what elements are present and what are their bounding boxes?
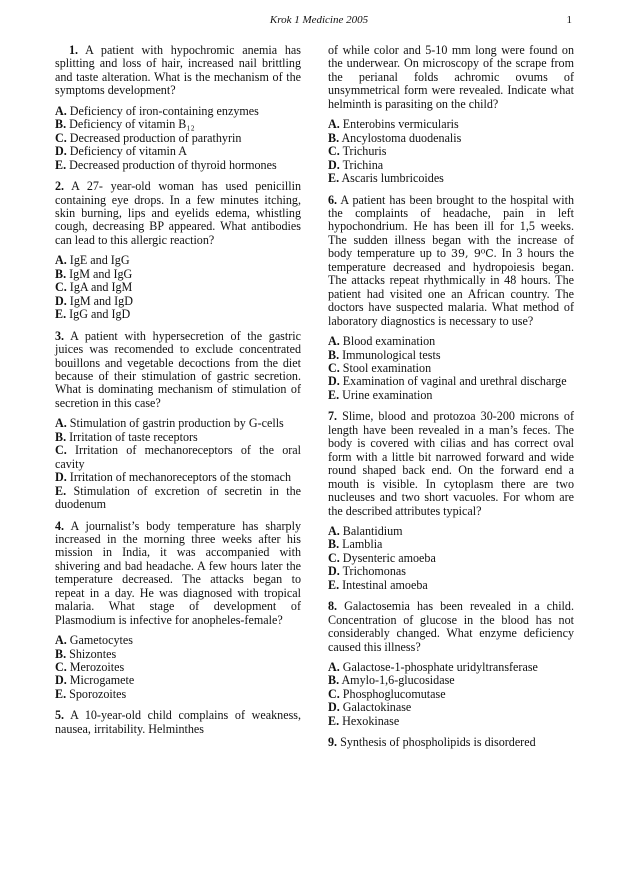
option-b: B. Shizontes xyxy=(55,646,117,661)
option-c: C. Decreased production of parathyrin xyxy=(55,130,242,145)
option-a: A. Stimulation of gastrin production by G-cells xyxy=(55,416,284,431)
question-9 xyxy=(328,736,574,749)
question-text: Galactosemia has been revealed in a child. Concentration of glucose in the blood has not considerably changed. What enzyme deficiency caused this illness? xyxy=(328,599,574,654)
question-text: of while color and 5-10 mm long were found on the underwear. On microscopy of the scrape from the perianal folds achromic ovums of unsymmetrical form were revealed. Indicate what helminth is parasiting on the child? xyxy=(328,43,574,111)
option-e: E. Decreased production of thyroid hormones xyxy=(55,157,277,172)
option-e: E. Hexokinase xyxy=(328,713,400,728)
option-c: C. Stool examination xyxy=(328,360,432,375)
question-number: 3. xyxy=(55,328,65,343)
option-b: B. Immunological tests xyxy=(328,347,441,362)
question-text: A 27- year-old woman has used penicillin containing eye drops. In a few minutes itching, skin burning, lips and eyelids edema, whistling cough, decreasing BP appeared. What antibodies can lead to this allergic reaction? xyxy=(55,179,301,247)
question-text: Slime, blood and protozoa 30-200 microns of length have been revealed in a man’s feces. The body is covered with cilias and has correct oval form with a little bit narrowed forward and wide round shaped back end. On the forward end a mouth is visible. In cytoplasm there are two nucleuses and two short vacuoles. For whom are the described attributes typical? xyxy=(328,409,574,518)
question-text: Synthesis of phospholipids is disordered xyxy=(340,735,536,750)
option-a: A. Blood examination xyxy=(328,334,436,349)
question-7 xyxy=(328,410,574,592)
option-b: B. Lamblia xyxy=(328,537,383,552)
option-e: E. Intestinal amoeba xyxy=(328,577,428,592)
question-number: 9. xyxy=(328,735,338,750)
page-header xyxy=(0,14,638,30)
question-5 xyxy=(55,709,301,736)
option-a: A. Deficiency of iron-containing enzymes xyxy=(55,103,259,118)
option-e: E. Urine examination xyxy=(328,387,433,402)
question-number: 7. xyxy=(328,409,338,424)
question-1 xyxy=(55,44,301,172)
question-text: A 10-year-old child complains of weakness, nausea, irritability. Helminthes xyxy=(55,708,302,736)
question-4 xyxy=(55,520,301,702)
option-b: B. Deficiency of vitamin B₁₂ xyxy=(55,117,195,132)
option-e: E. IgG and IgD xyxy=(55,307,131,322)
option-a: A. Balantidium xyxy=(328,523,403,538)
option-a: A. Enterobins vermicularis xyxy=(328,117,459,132)
option-b: B. Irritation of taste receptors xyxy=(55,429,198,444)
option-d: D. Irritation of mechanoreceptors of the stomach xyxy=(55,470,292,485)
page-number: 1 xyxy=(566,14,572,26)
option-d: D. Trichina xyxy=(328,157,384,172)
option-c: C. Trichuris xyxy=(328,144,387,159)
option-c: C. Merozoites xyxy=(55,660,125,675)
question-6 xyxy=(328,194,574,403)
option-e: E. Stimulation of excretion of secretin in the duodenum xyxy=(55,483,301,512)
question-text: A journalist’s body temperature has sharply increased in the morning three weeks after his mission in India, it was accompanied with shivering and bad headache. A few hours later the temperature decreased. The attacks began to repeat in a day. He was diagnosed with tropical malaria. What stage of development of Plasmodium is infective for anopheles-female? xyxy=(55,518,302,627)
option-b: B. Amylo-1,6-glucosidase xyxy=(328,673,455,688)
option-d: D. Deficiency of vitamin A xyxy=(55,144,188,159)
option-c: C. IgA and IgM xyxy=(55,280,133,295)
option-c: C. Phosphoglucomutase xyxy=(328,686,446,701)
option-d: D. Galactokinase xyxy=(328,700,412,715)
option-a: A. Gametocytes xyxy=(55,633,133,648)
option-a: A. Galactose-1-phosphate uridyltransferase xyxy=(328,660,538,675)
question-text: A patient with hypochromic anemia has splitting and loss of hair, increased nail brittling and taste alteration. What is the mechanism of the symptoms development? xyxy=(55,43,301,98)
question-text: A patient with hypersecretion of the gastric juices was recomended to exclude concentrated bouillons and vegetable decoctions from the diet because of their stimulation of gastric secretion. What is dominating mechanism of stimulation of secretion in this case? xyxy=(55,328,302,410)
question-3 xyxy=(55,330,301,512)
option-d: D. Trichomonas xyxy=(328,564,406,579)
option-c: C. Dysenteric amoeba xyxy=(328,550,436,565)
question-5-continued xyxy=(328,44,574,186)
question-8 xyxy=(328,600,574,728)
question-number: 5. xyxy=(55,708,65,723)
option-a: A. IgE and IgG xyxy=(55,253,130,268)
option-e: E. Ascaris lumbricoides xyxy=(328,171,444,186)
option-d: D. Microgamete xyxy=(55,673,135,688)
option-b: B. IgM and IgG xyxy=(55,266,133,281)
question-number: 1. xyxy=(69,43,79,57)
option-b: B. Ancylostoma duodenalis xyxy=(328,130,462,145)
option-e: E. Sporozoites xyxy=(55,686,127,701)
temperature-value: 39, 9⁰C xyxy=(450,247,494,261)
option-d: D. Examination of vaginal and urethral discharge xyxy=(328,374,567,389)
question-number: 4. xyxy=(55,518,65,533)
question-text: A patient has been brought to the hospital with the complaints of headache, pain in left hypochondrium. He has been ill for 1,5 weeks. The sudden illness began with the increase of body temperature up to xyxy=(328,192,574,261)
question-number: 8. xyxy=(328,599,338,614)
option-d: D. IgM and IgD xyxy=(55,293,133,308)
option-c: C. Irritation of mechanoreceptors of the oral cavity xyxy=(55,443,301,471)
left-column xyxy=(55,44,301,744)
header-title: Krok 1 Medicine 2005 xyxy=(269,14,369,26)
question-2 xyxy=(55,180,301,322)
question-text-continued: . In 3 hours the temperature decreased and hydropoiesis began. The attacks repeat rhythmically in 48 hours. The patient had visited one an African country. The doctors have suspected malaria. What method of laboratory diagnostics is necessary to use? xyxy=(328,246,574,328)
question-number: 6. xyxy=(328,192,338,207)
question-number: 2. xyxy=(55,179,65,194)
right-column xyxy=(328,44,574,758)
